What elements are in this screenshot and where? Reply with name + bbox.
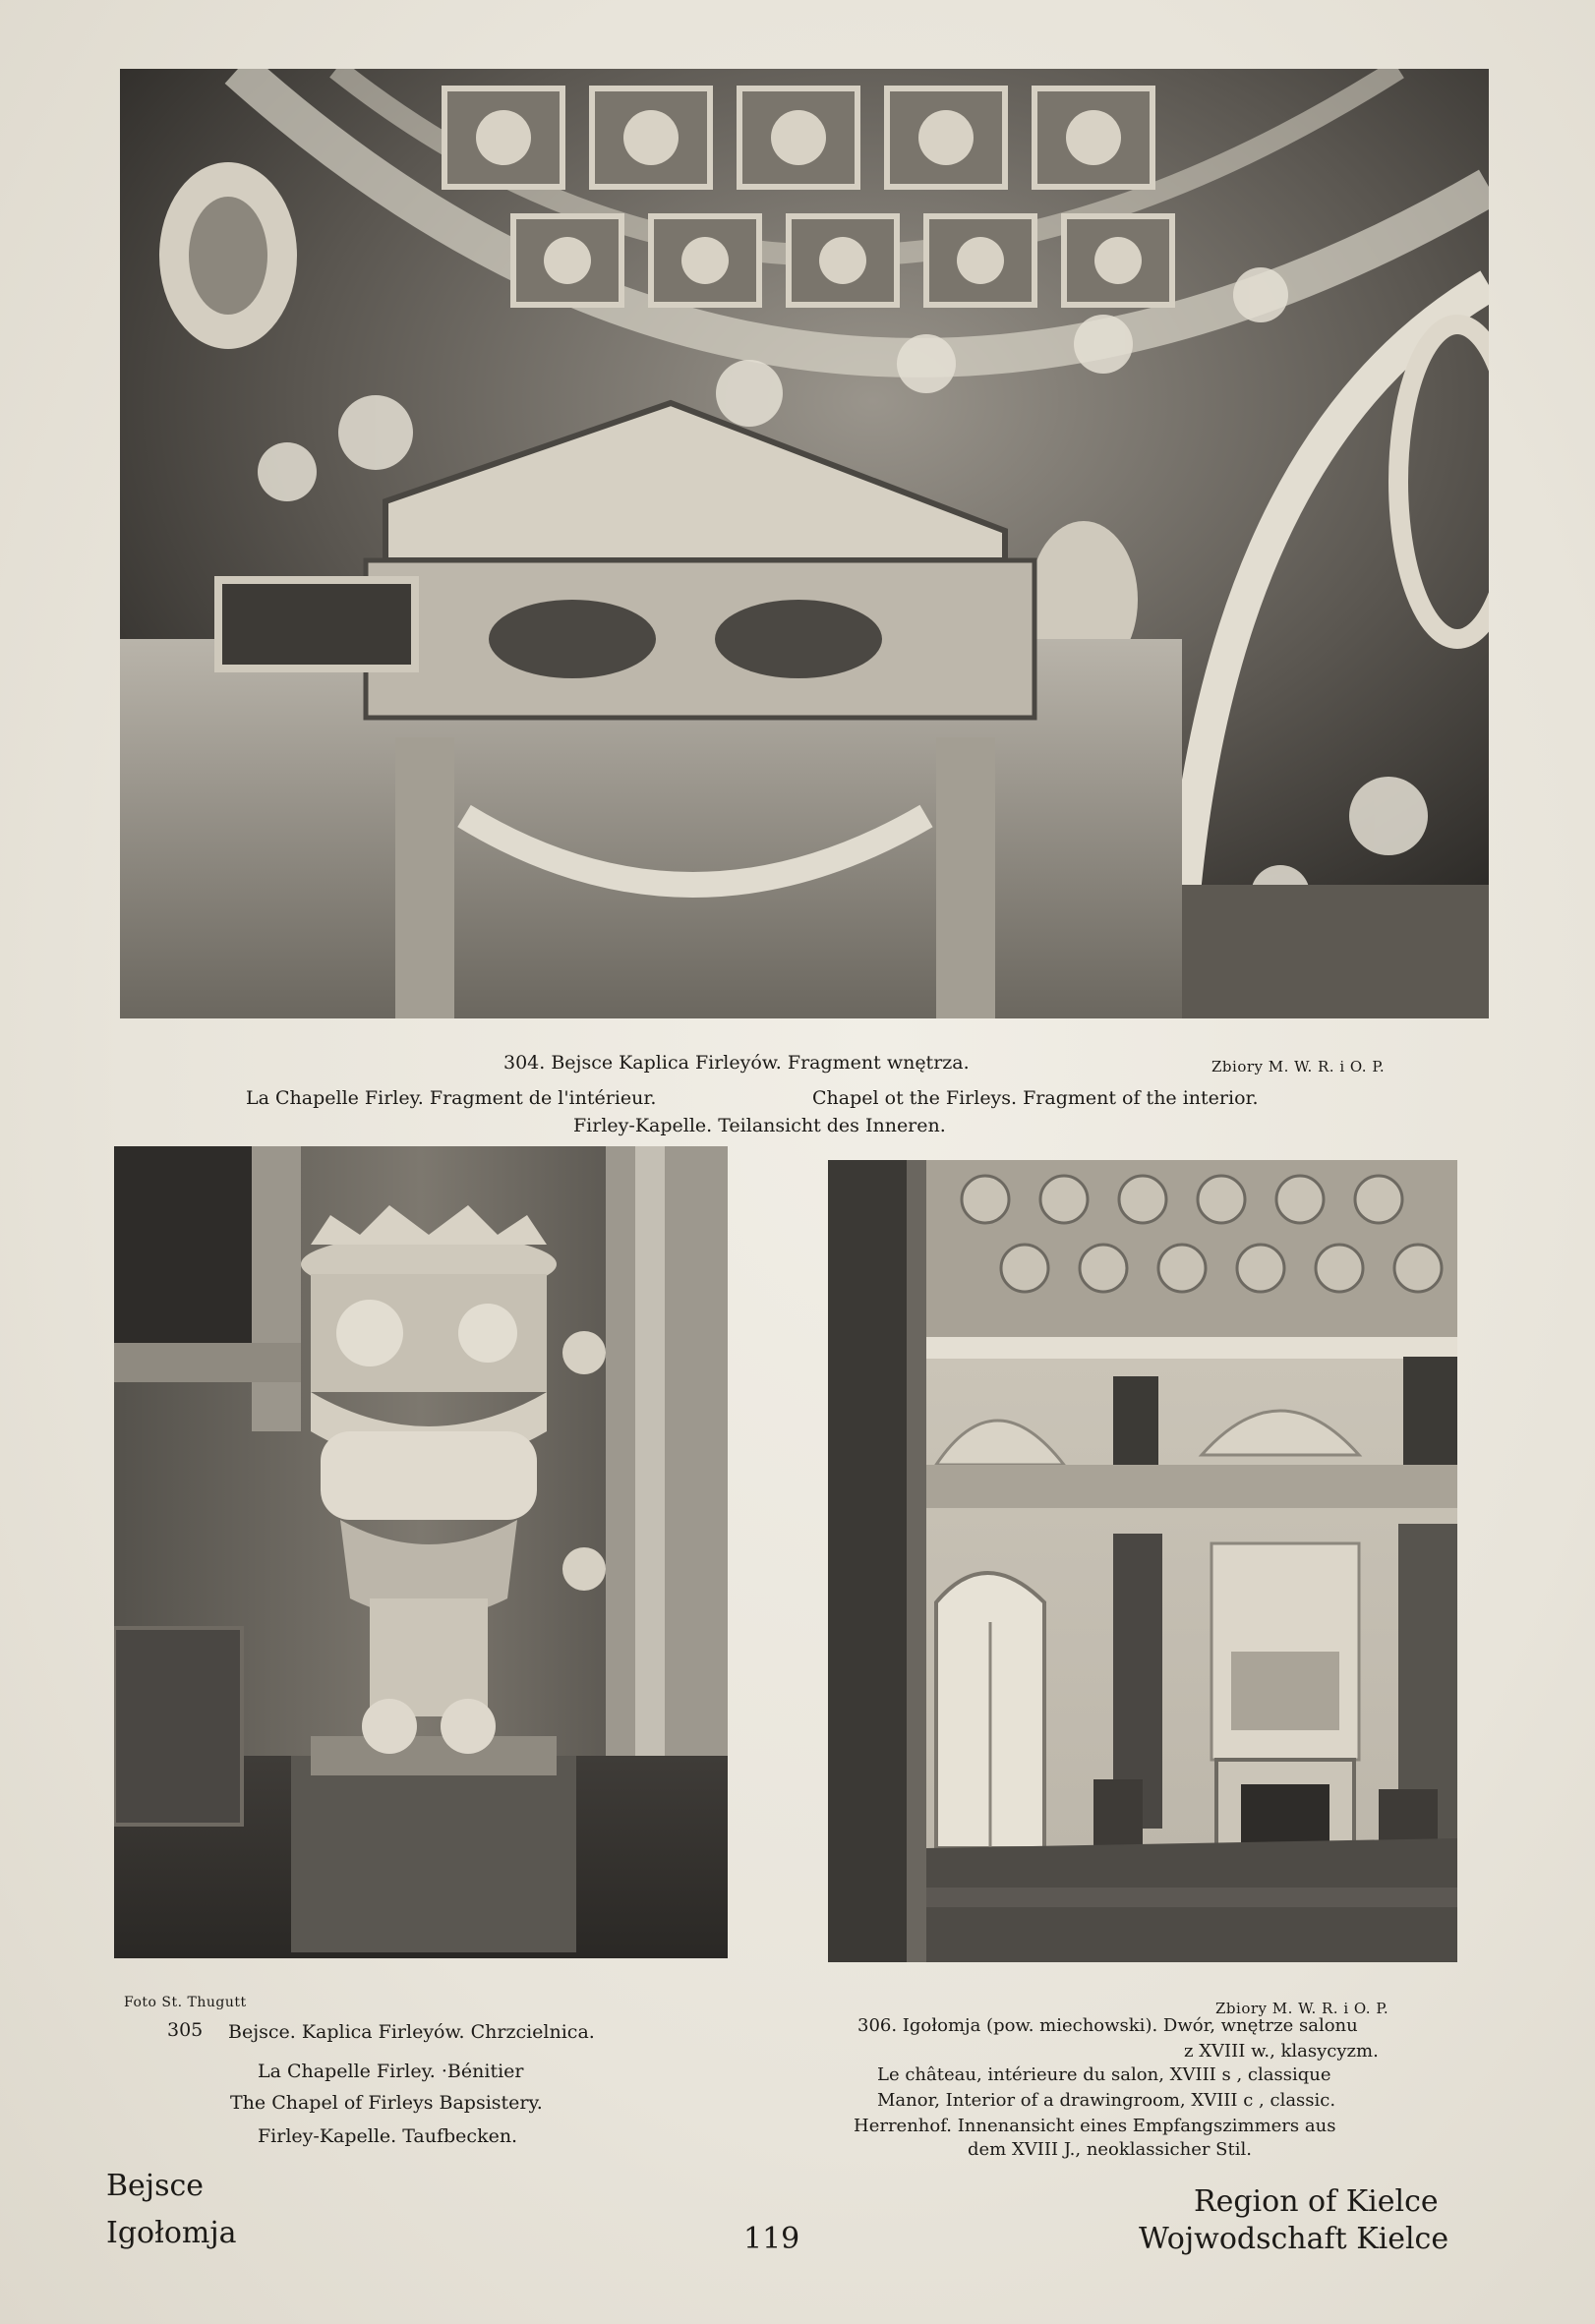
footer-right-region-1: Region of Kielce — [1194, 2184, 1439, 2219]
chapel-ceiling-image — [120, 69, 1489, 1018]
caption-305-pl: Bejsce. Kaplica Firleyów. Chrzcielnica. — [228, 2021, 595, 2043]
caption-305-de: Firley-Kapelle. Taufbecken. — [258, 2125, 518, 2147]
photo-304-chapel-interior — [120, 69, 1489, 1018]
caption-306-credit: Zbiory M. W. R. i O. P. — [1215, 2000, 1389, 2017]
baptismal-font-image — [114, 1146, 728, 1958]
footer-right-region-2: Wojwodschaft Kielce — [1139, 2222, 1449, 2256]
caption-306-pl-1: 306. Igołomja (pow. miechowski). Dwór, wnętrze salonu — [857, 2015, 1358, 2036]
page-number: 119 — [743, 2222, 800, 2256]
caption-306-fr: Le château, intérieure du salon, XVIII s , classique — [877, 2064, 1331, 2085]
photo-306-drawing-room — [828, 1160, 1457, 1962]
caption-305-number: 305 — [167, 2019, 204, 2041]
drawing-room-image — [828, 1160, 1457, 1962]
caption-305-en: The Chapel of Firleys Bapsistery. — [230, 2092, 543, 2114]
caption-304-pl: 304. Bejsce Kaplica Firleyów. Fragment wnętrza. — [503, 1052, 970, 1074]
caption-306-en: Manor, Interior of a drawingroom, XVIII c , classic. — [877, 2090, 1336, 2111]
caption-304-fr: La Chapelle Firley. Fragment de l'intérieur. — [246, 1087, 657, 1109]
footer-left-place-2: Igołomja — [106, 2216, 237, 2250]
caption-304-en: Chapel ot the Firleys. Fragment of the interior. — [812, 1087, 1259, 1109]
caption-304-de: Firley-Kapelle. Teilansicht des Inneren. — [573, 1115, 946, 1136]
caption-305-photo-credit: Foto St. Thugutt — [124, 1995, 247, 2010]
caption-306-pl-2: z XVIII w., klasycyzm. — [1184, 2041, 1379, 2062]
photo-305-baptismal-font — [114, 1146, 728, 1958]
caption-306-de-1: Herrenhof. Innenansicht eines Empfangszimmers aus — [854, 2116, 1336, 2136]
caption-304-credit: Zbiory M. W. R. i O. P. — [1211, 1058, 1386, 1075]
caption-306-de-2: dem XVIII J., neoklassicher Stil. — [968, 2139, 1252, 2160]
footer-left-place-1: Bejsce — [106, 2169, 205, 2203]
caption-305-fr: La Chapelle Firley. ·Bénitier — [258, 2061, 524, 2082]
